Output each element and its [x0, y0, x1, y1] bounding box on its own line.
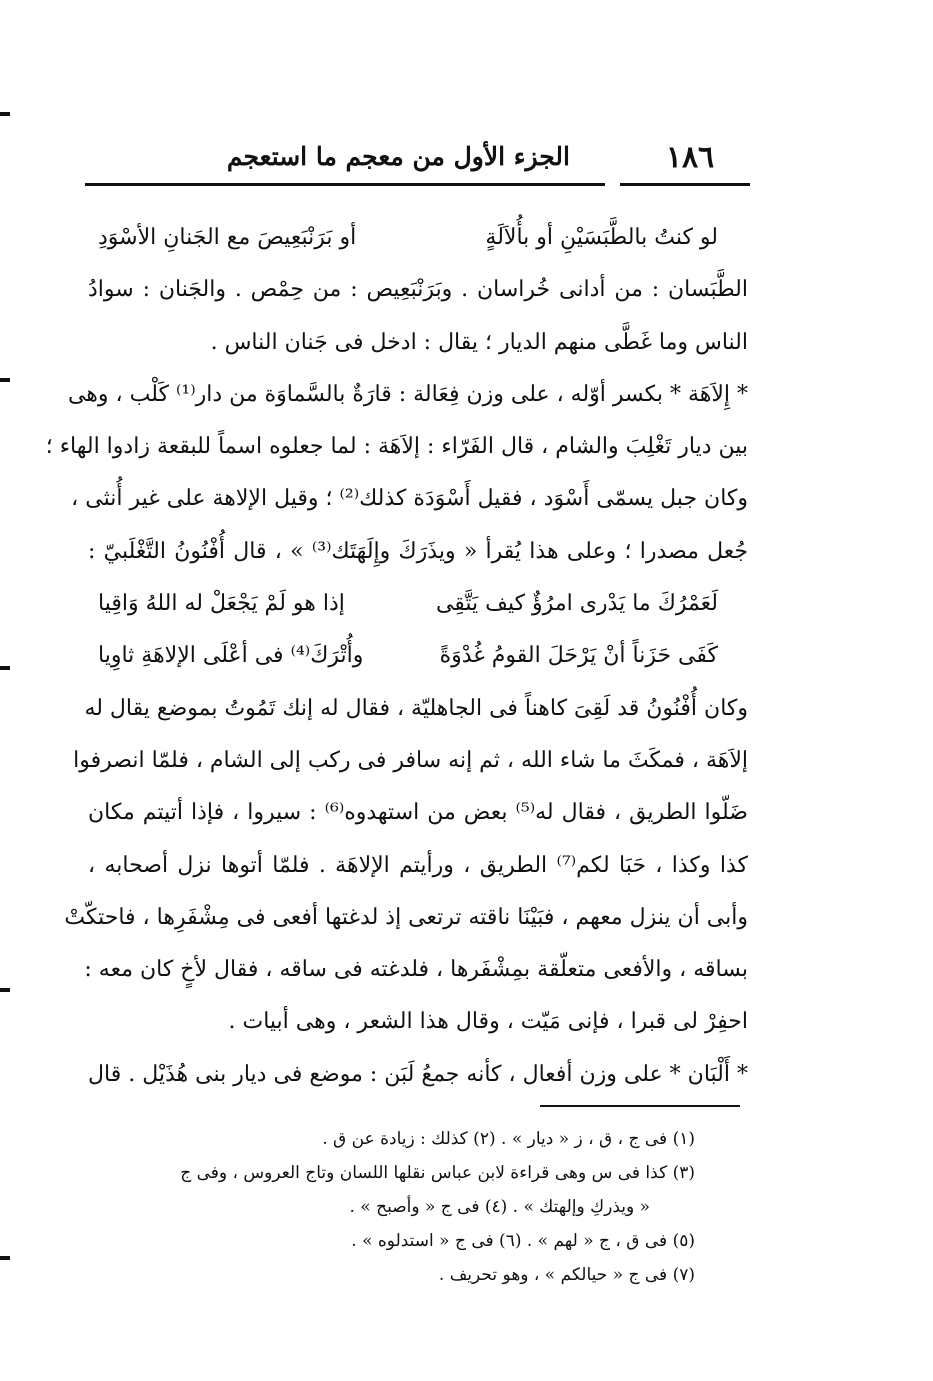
text-line: بساقه ، والأفعى متعلّقة بمِشْفَرها ، فلدغته فى ساقه ، فقال لأخٍ كان معه :	[84, 957, 748, 983]
text-line: احفِرْ لى قبرا ، فإنى مَيّت ، وقال هذا الشعر ، وهى أبيات .	[228, 1009, 748, 1035]
footnote-line: (٥) فى ق ، ج « لهم » . (٦) فى ج « استدلوه » .	[351, 1231, 695, 1251]
text-line: إلاَهَة ، فمكَثَ ما شاء الله ، ثم إنه سافر فى ركب إلى الشام ، فلمّا انصرفوا	[73, 747, 748, 773]
main-text	[45, 212, 748, 1101]
header-rule-short	[620, 183, 750, 186]
hemistich-second: إذا هو لَمْ يَجْعَلْ له اللهُ وَاقِيا	[98, 591, 345, 617]
footnote-line: (٣) كذا فى س وهى قراءة لابن عباس نقلها اللسان وتاج العروس ، وفى ج	[180, 1163, 695, 1183]
scan-edge-mark	[0, 666, 10, 670]
running-title: الجزء الأول من معجم ما استعجم	[226, 142, 570, 171]
scan-edge-mark	[0, 112, 10, 116]
hemistich-first: كَفَى حَزَناً أنْ يَرْحَلَ القومُ غُدْوَةً	[439, 643, 718, 669]
footnote-line: « ويذركِ وإلهتك » . (٤) فى ج « وأصبح » .	[349, 1197, 650, 1217]
text-line: وكان جبل يسمّى أَسْوَد ، فقيل أَسْوَدَة كذلك⁽²⁾ ؛ وقيل الإلاهة على غير أُنثى ،	[71, 486, 748, 512]
text-line: جُعل مصدرا ؛ وعلى هذا يُقرأ « ويذَرَكَ وإِلَهَتَك⁽³⁾ » ، قال أُفْنُونُ التَّغْلَبيّ :	[88, 538, 748, 564]
header-rule	[85, 183, 605, 186]
text-line: وكان أُفْنُونُ قد لَقِىَ كاهناً فى الجاهليّة ، فقال له إنك تَمُوتُ بموضع يقال له	[84, 695, 748, 721]
hemistich-first: لو كنتُ بالطَّبَسَيْنِ أو بأُلاَلَةٍ	[485, 225, 718, 250]
hemistich-second: أو بَرَنْبَعِيصَ مع الجَنانِ الأسْوَدِ	[98, 225, 357, 250]
scan-edge-mark	[0, 378, 10, 382]
footnote-line: (١) فى ج ، ق ، ز « ديار » . (٢) كذلك : زيادة عن ق .	[322, 1129, 695, 1149]
text-line: بين ديار تَغْلِبَ والشام ، قال الفَرّاء : إلاَهَة : لما جعلوه اسماً للبقعة زادوا الهاء ؛	[45, 434, 748, 460]
verse-line	[88, 578, 748, 630]
text-line: الطَّبَسان : من أدانى خُراسان . وبَرَنْبَعِيص : من حِمْص . والجَنان : سوادُ	[88, 277, 748, 303]
entry-heading-line: * إِلاَهَة * بكسر أوّله ، على وزن فِعَالة : قارَةٌ بالسَّماوَة من دار⁽¹⁾ كَلْب ، وهى	[67, 381, 748, 407]
page-header	[85, 140, 750, 180]
text-line: كذا وكذا ، حَبَا لكم⁽⁷⁾ الطريق ، ورأيتم الإلاهَة . فلمّا أتوها نزل أصحابه ،	[88, 852, 748, 878]
hemistich-first: لَعَمْرُكَ ما يَدْرى امرُؤٌ كيف يَتَّقِى	[435, 591, 718, 617]
footnote-line: (٧) فى ج « حيالكم » ، وهو تحريف .	[438, 1265, 695, 1285]
scan-edge-mark	[0, 988, 10, 992]
scan-edge-mark	[0, 1256, 10, 1260]
verse-line	[88, 212, 748, 264]
hemistich-second: وأُتْرَكَ⁽⁴⁾ فى أعْلَى الإلاهَةِ ثاوِيا	[98, 643, 364, 669]
text-line: ضَلّوا الطريق ، فقال له⁽⁵⁾ بعض من استهدوه⁽⁶⁾ : سيروا ، فإذا أتيتم مكان	[88, 800, 748, 826]
text-line: وأبى أن ينزل معهم ، فبَيْنَا ناقته ترتعى إذ لدغتها أفعى فى مِشْفَرِها ، فاحتكّتْ	[64, 904, 748, 930]
footnotes	[150, 1122, 695, 1292]
verse-line	[88, 630, 748, 682]
text-line: الناس وما غَطَّى منهم الديار ؛ يقال : ادخل فى جَنان الناس .	[210, 329, 748, 355]
page-number: ١٨٦	[665, 140, 715, 175]
entry-heading-line: * أَلْبَان * على وزن أفعال ، كأنه جمعُ لَبَن : موضع فى ديار بنى هُذَيْل . قال	[88, 1061, 748, 1087]
footnote-rule	[540, 1105, 740, 1107]
